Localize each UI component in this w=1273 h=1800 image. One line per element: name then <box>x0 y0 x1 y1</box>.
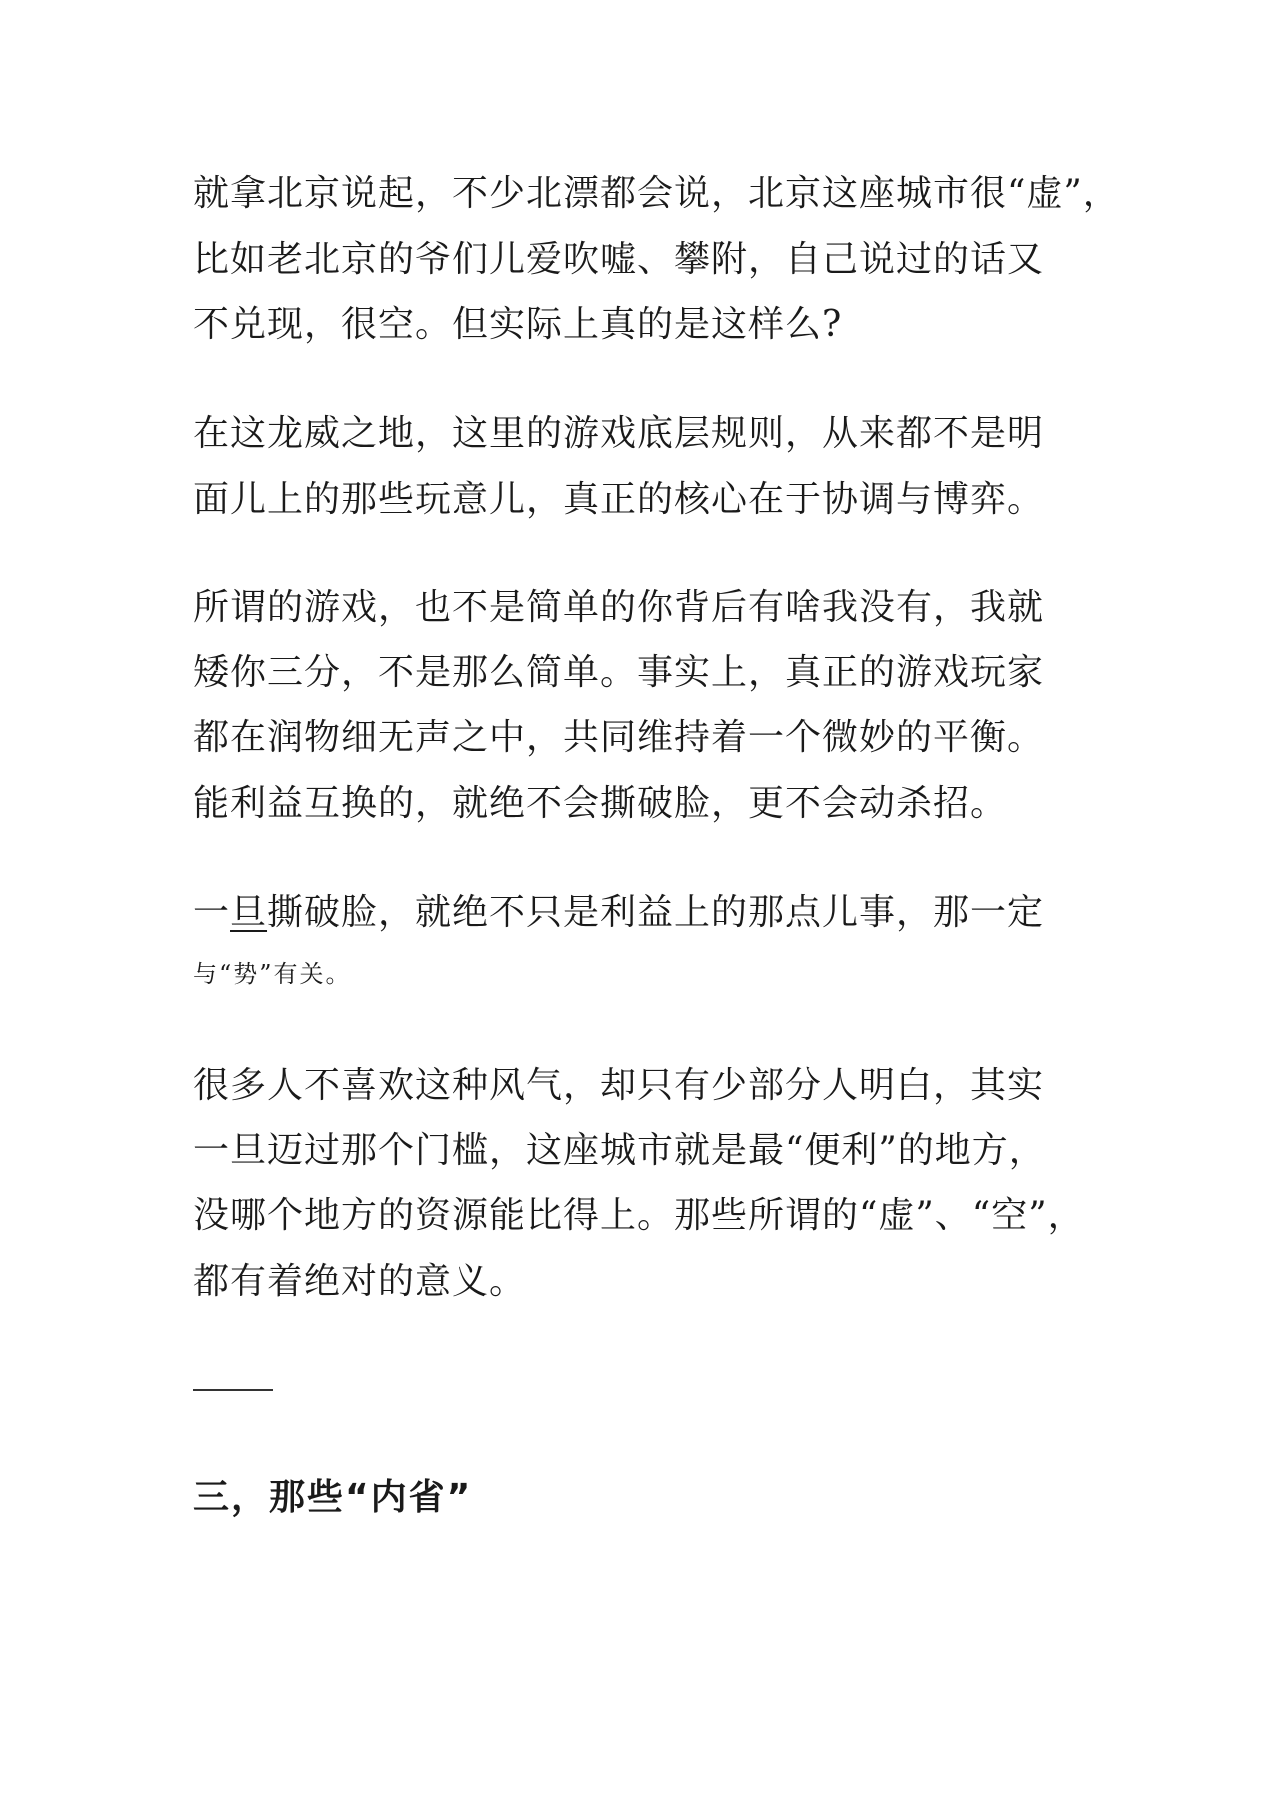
paragraph-5-line-3: 没哪个地方的资源能比得上。那些所谓的“虚”、“空”， <box>193 1195 1085 1236</box>
paragraph-3-line-1: 所谓的游戏，也不是简单的你背后有啥我没有，我就 <box>193 587 1045 628</box>
section-heading: 三，那些“内省” <box>193 1477 473 1518</box>
paragraph-5-line-4: 都有着绝对的意义。 <box>193 1261 527 1302</box>
paragraph-2-line-2: 面儿上的那些玩意儿，真正的核心在于协调与博弈。 <box>193 479 1045 520</box>
section-divider <box>193 1389 273 1391</box>
paragraph-1-line-3: 不兑现，很空。但实际上真的是这样么? <box>193 304 843 345</box>
paragraph-4-line-2: 与“势”有关。 <box>193 960 352 988</box>
paragraph-4-line-1 <box>193 893 1044 933</box>
paragraph-3-line-4: 能利益互换的，就绝不会撕破脸，更不会动杀招。 <box>193 783 1008 824</box>
paragraph-3-line-3: 都在润物细无声之中，共同维持着一个微妙的平衡。 <box>193 717 1045 758</box>
paragraph-1-line-2: 比如老北京的爷们儿爱吹嘘、攀附，自己说过的话又 <box>193 239 1045 280</box>
paragraph-4-suffix: 撕破脸，就绝不只是利益上的那点儿事，那一定 <box>267 892 1045 933</box>
paragraph-5-line-1: 很多人不喜欢这种风气，却只有少部分人明白，其实 <box>193 1065 1045 1106</box>
paragraph-2-line-1: 在这龙威之地，这里的游戏底层规则，从来都不是明 <box>193 413 1045 454</box>
paragraph-5-line-2: 一旦迈过那个门槛，这座城市就是最“便利”的地方， <box>193 1130 1046 1171</box>
paragraph-3-line-2: 矮你三分，不是那么简单。事实上，真正的游戏玩家 <box>193 652 1045 693</box>
paragraph-1-line-1: 就拿北京说起，不少北漂都会说，北京这座城市很“虚”， <box>193 173 1120 214</box>
paragraph-4-prefix: 一 <box>193 892 231 933</box>
paragraph-4-underlined-char: 旦 <box>230 892 268 933</box>
